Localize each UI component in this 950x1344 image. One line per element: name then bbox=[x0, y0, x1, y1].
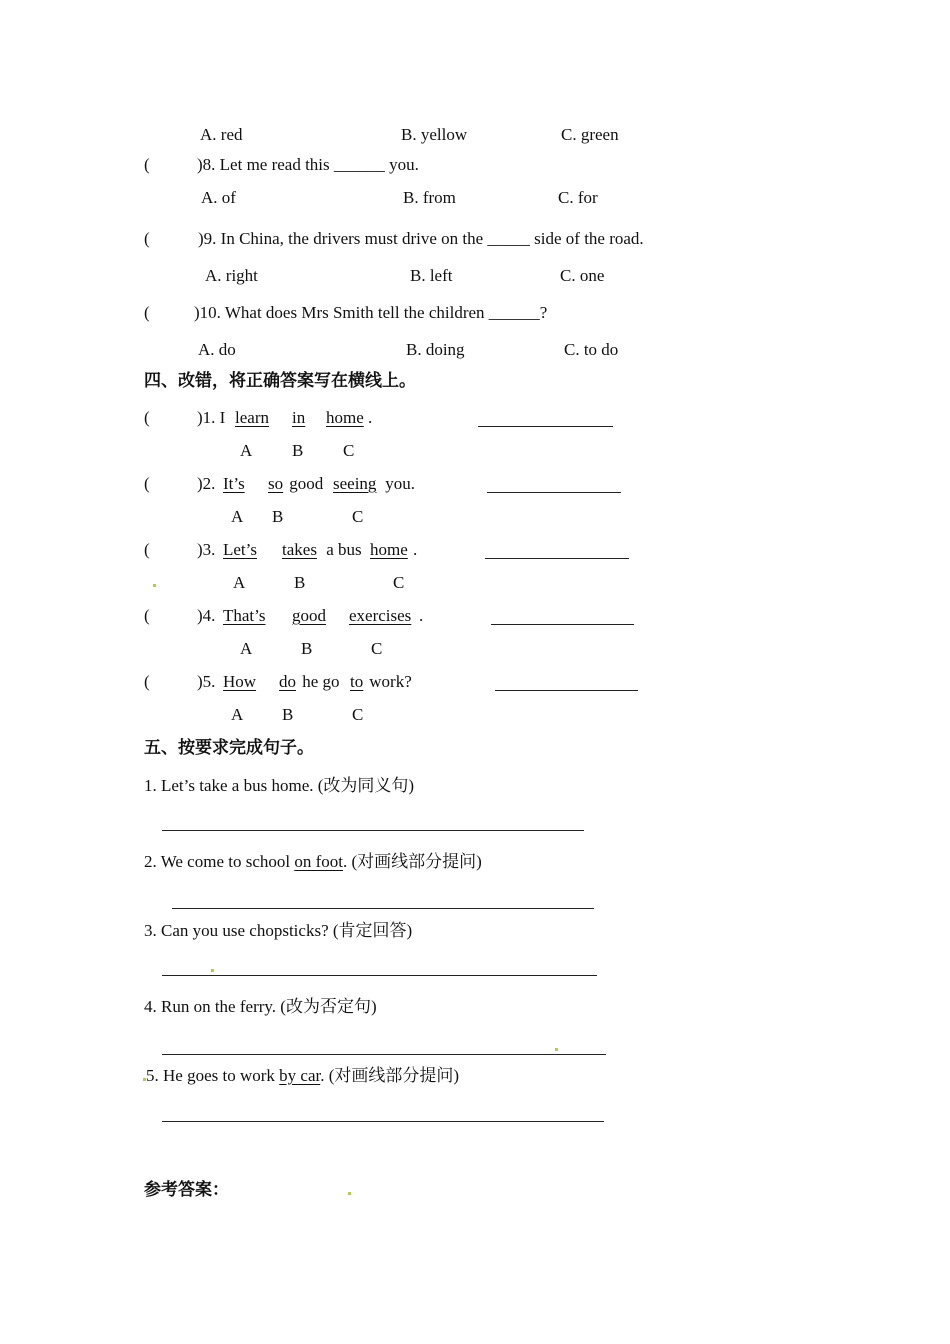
q10-option-c: C. to do bbox=[564, 340, 619, 359]
s4-item3-part-b: takes bbox=[282, 540, 317, 559]
s4-item5-part-c: to bbox=[350, 672, 364, 691]
s4-item5-part-a: How bbox=[223, 672, 257, 691]
s4-item3-paren: ( bbox=[144, 540, 150, 559]
s4-item4-number: )4. bbox=[197, 606, 220, 625]
s4-item1-number: )1. I bbox=[197, 408, 230, 427]
s4-item4-letter-c: C bbox=[371, 639, 383, 658]
s5-item2-text bbox=[144, 852, 482, 872]
s4-item4-part-c: exercises bbox=[349, 606, 412, 625]
q8-option-a: A. of bbox=[201, 188, 236, 207]
s4-item2-part-a: It’s bbox=[223, 474, 245, 493]
s5-item2-answer-line bbox=[172, 908, 594, 909]
q9-paren: ( bbox=[144, 229, 150, 248]
s5-item2-underlined: on foot bbox=[294, 852, 343, 871]
s4-item5-number: )5. bbox=[197, 672, 220, 691]
s4-item3-letter-c: C bbox=[393, 573, 405, 592]
s4-item4-paren: ( bbox=[144, 606, 150, 625]
s4-item3-part-a: Let’s bbox=[223, 540, 257, 559]
answers-heading: 参考答案： bbox=[144, 1180, 229, 1200]
s4-item2-paren: ( bbox=[144, 474, 150, 493]
q8-paren: ( bbox=[144, 155, 150, 174]
s4-item2-middle: good bbox=[285, 474, 328, 493]
s4-item4-part-b: good bbox=[292, 606, 326, 625]
section4-heading: 四、改错，将正确答案写在横线上。 bbox=[144, 371, 416, 391]
s4-item4-part-a: That’s bbox=[223, 606, 266, 625]
s5-item2-post: . (对画线部分提问) bbox=[342, 852, 482, 871]
s4-item5-letter-a: A bbox=[231, 705, 244, 724]
speckle-dot bbox=[153, 584, 156, 587]
s4-item3-letter-b: B bbox=[294, 573, 306, 592]
q10-option-b: B. doing bbox=[406, 340, 465, 359]
q9-option-b: B. left bbox=[410, 266, 453, 285]
s4-item1-paren: ( bbox=[144, 408, 150, 427]
s5-item5-text bbox=[146, 1066, 459, 1086]
s4-item1-letter-c: C bbox=[343, 441, 355, 460]
s4-item1-answer-line bbox=[478, 426, 613, 427]
s5-item3-answer-line bbox=[162, 975, 597, 976]
s4-item2-letter-b: B bbox=[272, 507, 284, 526]
q8-option-c: C. for bbox=[558, 188, 598, 207]
s4-item2-letter-c: C bbox=[352, 507, 364, 526]
s5-item5-post: . (对画线部分提问) bbox=[320, 1066, 460, 1085]
s4-item2-letter-a: A bbox=[231, 507, 244, 526]
q8-stem: )8. Let me read this ______ you. bbox=[197, 155, 419, 174]
s4-item1-part-c: home bbox=[326, 408, 364, 427]
q10-stem: )10. What does Mrs Smith tell the children ______? bbox=[194, 303, 548, 322]
s4-item1-end: . bbox=[368, 408, 373, 427]
q7-option-c: C. green bbox=[561, 125, 619, 144]
speckle-dot bbox=[555, 1048, 558, 1051]
q9-option-a: A. right bbox=[205, 266, 258, 285]
s4-item5-middle: he go bbox=[298, 672, 344, 691]
s4-item4-letter-a: A bbox=[240, 639, 253, 658]
s5-item5-underlined: by car bbox=[279, 1066, 321, 1085]
s4-item1-letter-a: A bbox=[240, 441, 253, 460]
s4-item3-end: . bbox=[413, 540, 418, 559]
s5-item3-text: 3. Can you use chopsticks? (肯定回答) bbox=[144, 921, 413, 940]
s4-item1-part-a: learn bbox=[235, 408, 269, 427]
s4-item5-paren: ( bbox=[144, 672, 150, 691]
q7-option-b: B. yellow bbox=[401, 125, 468, 144]
s5-item4-text: 4. Run on the ferry. (改为否定句) bbox=[144, 997, 377, 1016]
s4-item4-answer-line bbox=[491, 624, 634, 625]
s4-item5-letter-b: B bbox=[282, 705, 294, 724]
s5-item4-answer-line bbox=[162, 1054, 606, 1055]
section5-heading: 五、按要求完成句子。 bbox=[144, 738, 314, 758]
s5-item1-answer-line bbox=[162, 830, 584, 831]
s5-item5-answer-line bbox=[162, 1121, 604, 1122]
s4-item2-part-c: seeing bbox=[333, 474, 377, 493]
s4-item5-letter-c: C bbox=[352, 705, 364, 724]
s4-item4-end: . bbox=[419, 606, 424, 625]
q7-option-a: A. red bbox=[200, 125, 243, 144]
s5-item1-text: 1. Let’s take a bus home. (改为同义句) bbox=[144, 776, 415, 795]
q10-paren: ( bbox=[144, 303, 150, 322]
s4-item3-answer-line bbox=[485, 558, 629, 559]
s4-item2-end: you. bbox=[381, 474, 415, 493]
q9-stem: )9. In China, the drivers must drive on the _____ side of the road. bbox=[198, 229, 644, 248]
s4-item3-middle: a bus bbox=[322, 540, 366, 559]
s5-item5-pre: 5. He goes to work bbox=[146, 1066, 280, 1085]
s4-item2-answer-line bbox=[487, 492, 621, 493]
s4-item1-letter-b: B bbox=[292, 441, 304, 460]
s4-item5-part-b: do bbox=[279, 672, 296, 691]
q9-option-c: C. one bbox=[560, 266, 605, 285]
q10-option-a: A. do bbox=[198, 340, 236, 359]
s4-item3-letter-a: A bbox=[233, 573, 246, 592]
s4-item3-part-c: home bbox=[370, 540, 408, 559]
s4-item5-answer-line bbox=[495, 690, 638, 691]
speckle-dot bbox=[211, 969, 214, 972]
speckle-dot bbox=[348, 1192, 351, 1195]
s4-item4-letter-b: B bbox=[301, 639, 313, 658]
s5-item2-pre: 2. We come to school bbox=[144, 852, 295, 871]
q8-option-b: B. from bbox=[403, 188, 456, 207]
s4-item5-end: work? bbox=[365, 672, 412, 691]
s4-item3-number: )3. bbox=[197, 540, 220, 559]
s4-item2-part-b: so bbox=[268, 474, 284, 493]
s4-item1-part-b: in bbox=[292, 408, 306, 427]
s4-item2-number: )2. bbox=[197, 474, 220, 493]
speckle-dot bbox=[143, 1078, 146, 1081]
